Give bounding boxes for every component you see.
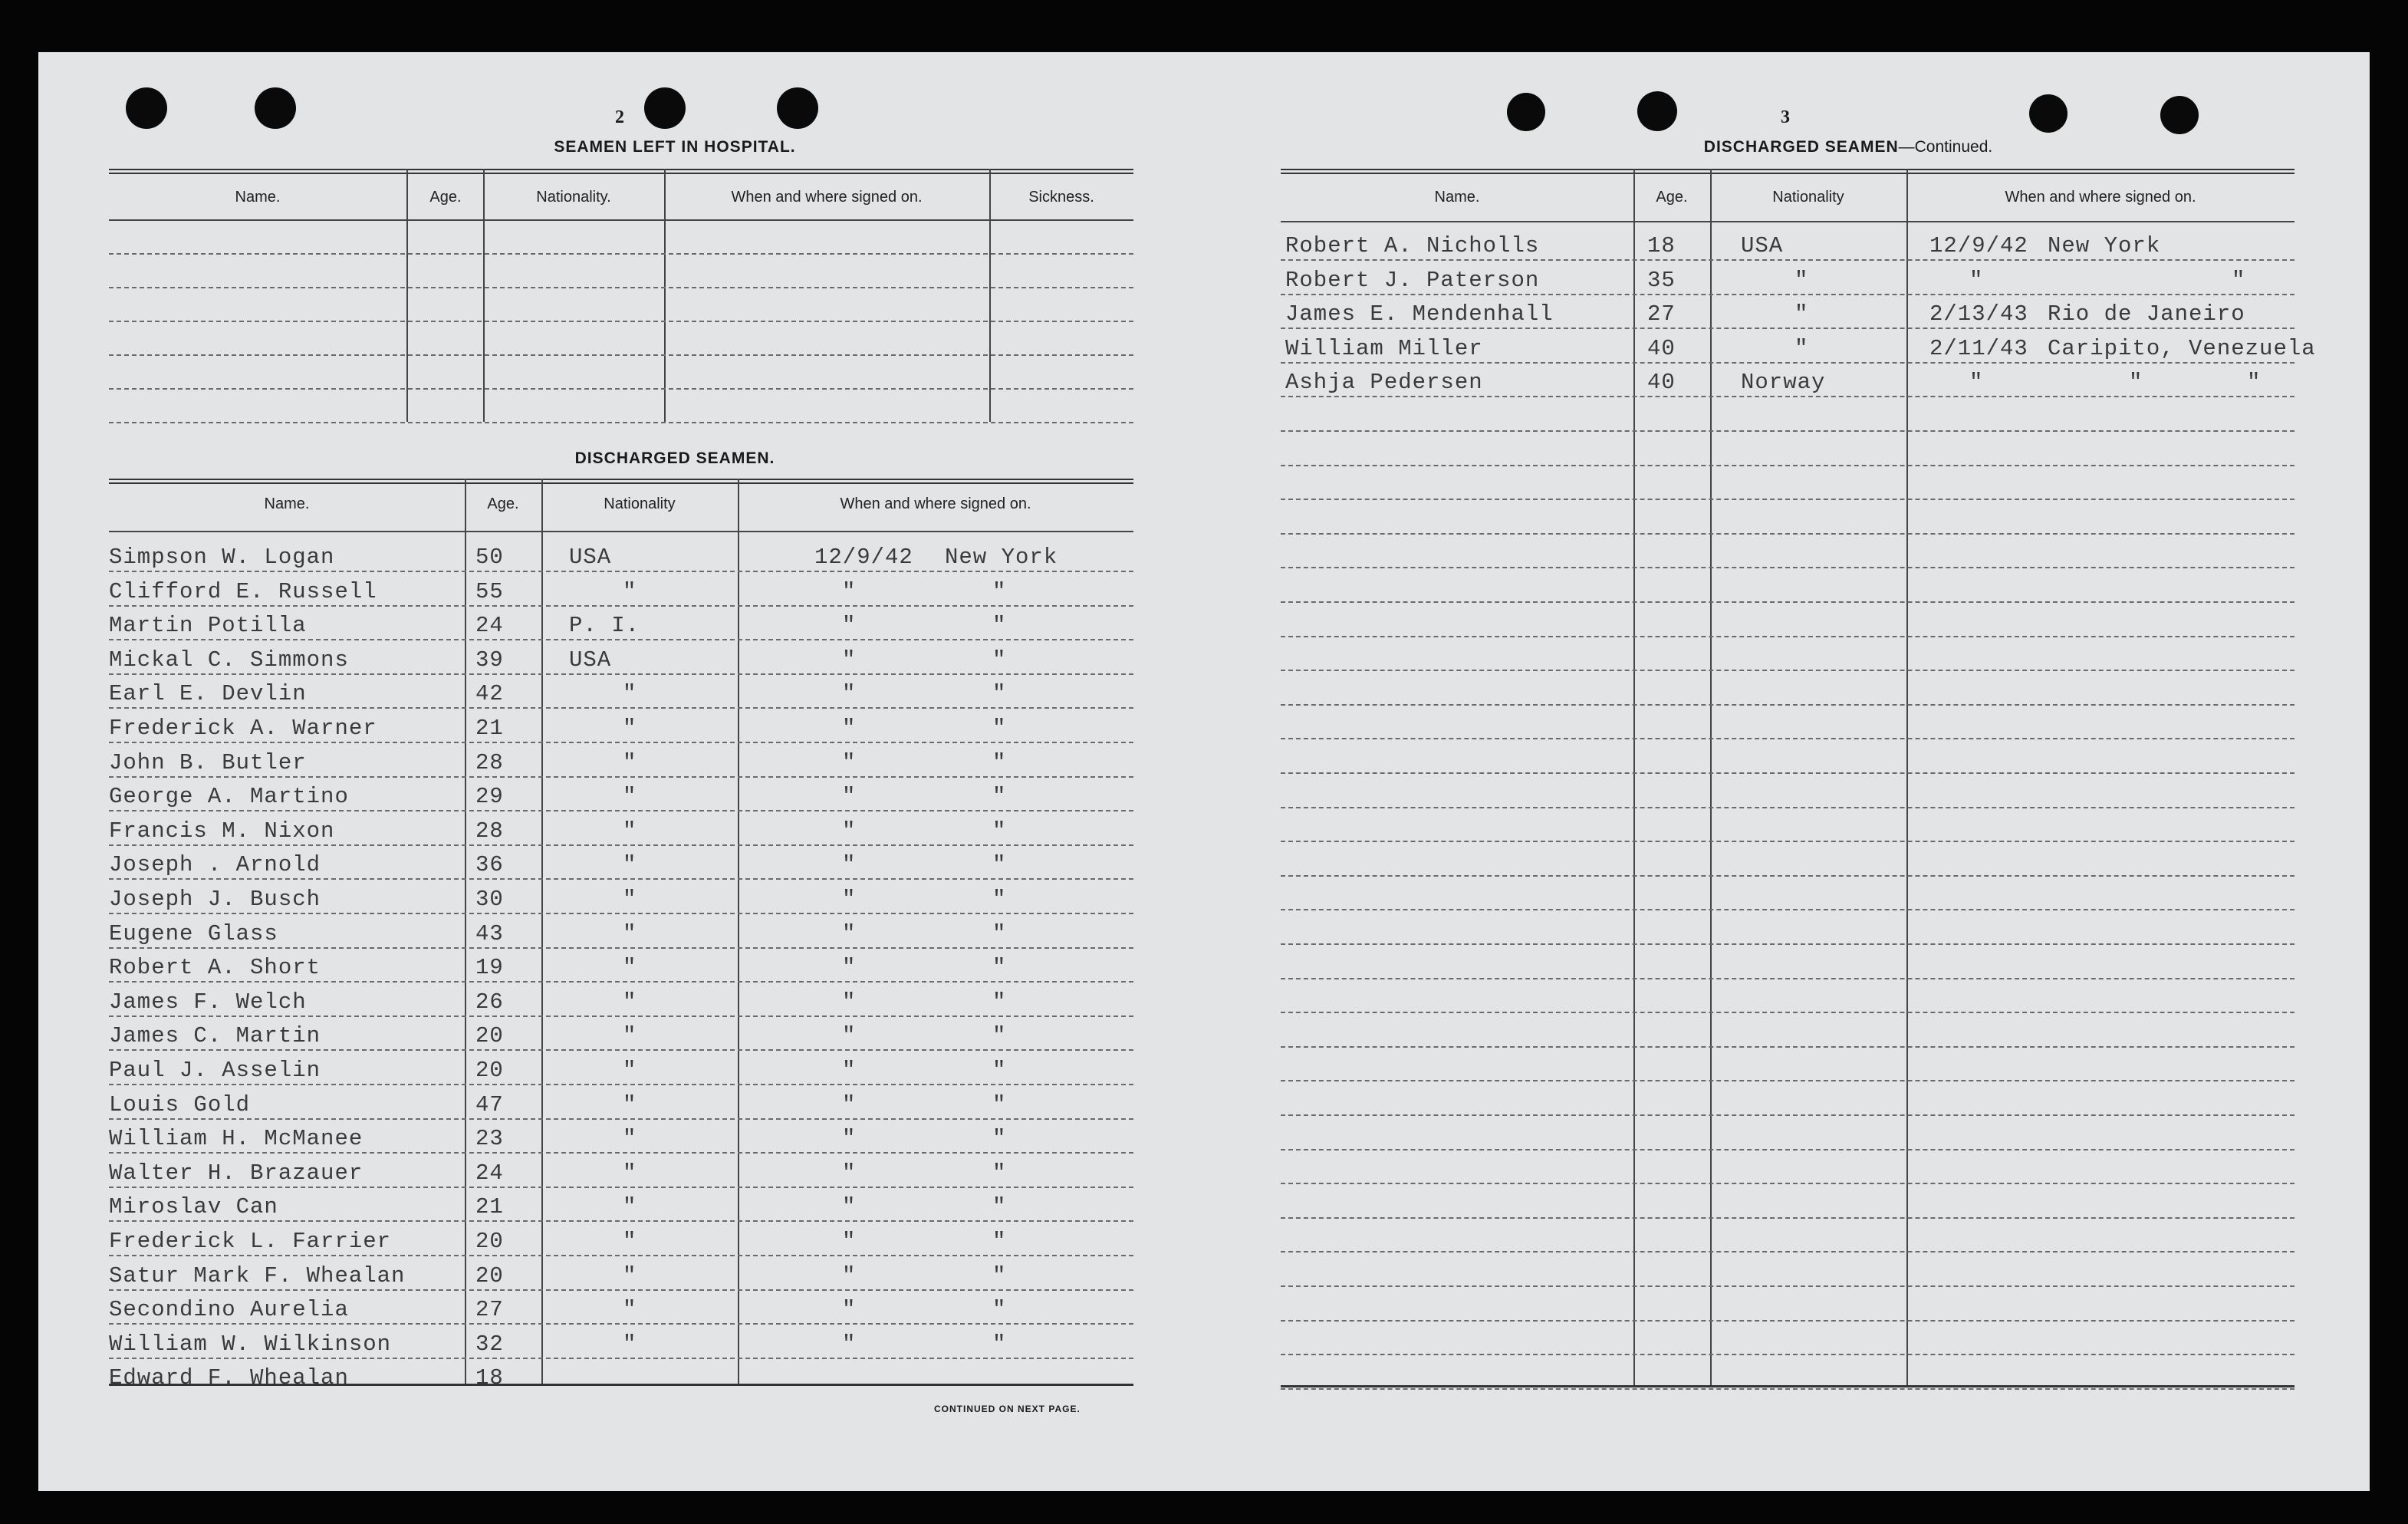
- place-signed-cell: ": [992, 989, 1007, 1015]
- place-signed-cell: ": [992, 920, 1007, 946]
- date-signed-cell: ": [842, 1297, 857, 1323]
- name-cell: Eugene Glass: [109, 920, 278, 946]
- age-cell: 20: [475, 1262, 504, 1289]
- place-signed-cell: ": [992, 1331, 1007, 1357]
- hospital-section-title: SEAMEN LEFT IN HOSPITAL.: [554, 138, 796, 156]
- age-cell: 47: [475, 1091, 504, 1117]
- nationality-cell: ": [623, 1091, 637, 1117]
- age-cell: 27: [1647, 301, 1676, 328]
- right-page: [1204, 52, 2370, 1491]
- place-signed-cell: ": [992, 1058, 1007, 1083]
- nationality-cell: ": [1794, 335, 1809, 361]
- age-cell: 18: [475, 1365, 504, 1391]
- nationality-cell: ": [623, 1160, 637, 1186]
- date-signed-cell: ": [842, 1023, 857, 1049]
- nationality-cell: ": [623, 681, 637, 707]
- date-signed-cell: ": [842, 1331, 857, 1357]
- date-signed-cell: ": [1969, 370, 1984, 396]
- date-signed-cell: ": [842, 989, 857, 1015]
- age-cell: 40: [1647, 370, 1676, 396]
- nationality-cell: USA: [569, 647, 612, 673]
- age-cell: 19: [475, 955, 504, 981]
- date-signed-cell: ": [842, 578, 857, 604]
- nationality-cell: ": [623, 1229, 637, 1254]
- name-cell: Joseph J. Busch: [109, 887, 321, 912]
- name-cell: Walter H. Brazauer: [109, 1160, 364, 1186]
- date-signed-cell: ": [842, 887, 857, 912]
- date-signed-cell: ": [842, 852, 857, 878]
- col-header-sickness: Sickness.: [1028, 189, 1094, 206]
- discharged-continued-table: [1281, 169, 2316, 1399]
- place-signed-cell: ": [992, 1091, 1007, 1117]
- place-signed-cell: ": [992, 749, 1007, 775]
- age-cell: 32: [475, 1331, 504, 1357]
- title-text: DISCHARGED SEAMEN: [1703, 138, 1899, 156]
- nationality-cell: ": [1794, 267, 1809, 293]
- name-cell: Paul J. Asselin: [109, 1058, 321, 1083]
- place-signed-cell: ": [992, 887, 1007, 912]
- place-signed-cell: Rio de Janeiro: [2048, 301, 2245, 328]
- place-signed-cell: ": [992, 647, 1007, 673]
- date-signed-cell: ": [842, 716, 857, 741]
- nationality-cell: ": [623, 887, 637, 912]
- date-signed-cell: ": [842, 613, 857, 639]
- date-signed-cell: ": [842, 1126, 857, 1152]
- nationality-cell: ": [623, 716, 637, 741]
- col-header-signed-on: When and where signed on.: [840, 495, 1031, 512]
- nationality-cell: ": [623, 920, 637, 946]
- date-signed-cell: 12/9/42: [1929, 233, 2028, 258]
- date-signed-cell: ": [842, 955, 857, 981]
- age-cell: 40: [1647, 335, 1676, 361]
- date-signed-cell: ": [842, 818, 857, 844]
- name-cell: Satur Mark F. Whealan: [109, 1262, 406, 1289]
- name-cell: Mickal C. Simmons: [109, 647, 349, 673]
- date-signed-cell: ": [842, 1229, 857, 1254]
- name-cell: William W. Wilkinson: [109, 1331, 392, 1357]
- place-signed-cell: ": [992, 955, 1007, 981]
- name-cell: William Miller: [1285, 335, 1483, 361]
- nationality-cell: ": [623, 578, 637, 604]
- date-signed-cell: 12/9/42: [814, 545, 913, 570]
- nationality-cell: ": [623, 1297, 637, 1323]
- left-page: [38, 52, 1204, 1491]
- nationality-cell: ": [623, 784, 637, 810]
- age-cell: 43: [475, 920, 504, 946]
- nationality-cell: ": [623, 1194, 637, 1220]
- age-cell: 29: [475, 784, 504, 810]
- name-cell: William H. McManee: [109, 1126, 364, 1152]
- place-signed-cell: ": [992, 852, 1007, 878]
- nationality-cell: ": [623, 1126, 637, 1152]
- name-cell: Martin Potilla: [109, 613, 307, 639]
- place-signed-cell: ": [992, 1297, 1007, 1323]
- age-cell: 24: [475, 1160, 504, 1186]
- title-suffix: —Continued.: [1898, 138, 1993, 156]
- place-signed-cell: ": [992, 784, 1007, 810]
- age-cell: 27: [475, 1297, 504, 1323]
- name-cell: John B. Butler: [109, 749, 307, 775]
- col-header-nationality: Nationality.: [536, 189, 611, 206]
- name-cell: James F. Welch: [109, 989, 307, 1015]
- nationality-cell: USA: [569, 545, 612, 570]
- place-signed-cell: ": [992, 1023, 1007, 1049]
- name-cell: George A. Martino: [109, 784, 349, 810]
- date-signed-cell: ": [842, 1091, 857, 1117]
- col-header-signed-on: When and where signed on.: [2005, 189, 2196, 206]
- col-header-name: Name.: [1434, 189, 1480, 206]
- date-signed-cell: ": [842, 749, 857, 775]
- nationality-cell: Norway: [1741, 370, 1826, 396]
- age-cell: 20: [475, 1023, 504, 1049]
- col-header-age: Age.: [1656, 189, 1688, 206]
- col-header-name: Name.: [235, 189, 281, 206]
- age-cell: 55: [475, 578, 504, 604]
- col-header-signed-on: When and where signed on.: [731, 189, 923, 206]
- hospital-table: [109, 169, 1133, 433]
- age-cell: 23: [475, 1126, 504, 1152]
- date-signed-cell: ": [842, 1160, 857, 1186]
- age-cell: 21: [475, 1194, 504, 1220]
- nationality-cell: P. I.: [569, 613, 640, 639]
- place-signed-cell: ": [992, 818, 1007, 844]
- name-cell: Secondino Aurelia: [109, 1297, 349, 1323]
- age-cell: 28: [475, 818, 504, 844]
- nationality-cell: ": [623, 749, 637, 775]
- name-cell: Clifford E. Russell: [109, 578, 377, 604]
- name-cell: Edward F. Whealan: [109, 1365, 349, 1391]
- date-signed-cell: ": [842, 681, 857, 707]
- date-signed-cell: ": [1969, 267, 1984, 293]
- place-signed-cell: ": [992, 1229, 1007, 1254]
- age-cell: 39: [475, 647, 504, 673]
- name-cell: James C. Martin: [109, 1023, 321, 1049]
- name-cell: Miroslav Can: [109, 1194, 278, 1220]
- date-signed-cell: ": [842, 920, 857, 946]
- col-header-age: Age.: [487, 495, 519, 512]
- ditto-mark: ": [2247, 370, 2262, 396]
- continued-note: CONTINUED ON NEXT PAGE.: [934, 1404, 1081, 1414]
- age-cell: 24: [475, 613, 504, 639]
- age-cell: 20: [475, 1058, 504, 1083]
- document-sheet: [38, 52, 2370, 1491]
- nationality-cell: ": [623, 852, 637, 878]
- nationality-cell: ": [1794, 301, 1809, 328]
- col-header-age: Age.: [429, 189, 462, 206]
- place-signed-cell: Caripito, Venezuela: [2048, 335, 2316, 361]
- nationality-cell: ": [623, 1262, 637, 1289]
- nationality-cell: USA: [1741, 233, 1784, 258]
- col-header-name: Name.: [264, 495, 310, 512]
- date-signed-cell: ": [842, 1194, 857, 1220]
- name-cell: Joseph . Arnold: [109, 852, 321, 878]
- name-cell: Frederick L. Farrier: [109, 1229, 392, 1254]
- date-signed-cell: ": [842, 784, 857, 810]
- name-cell: Simpson W. Logan: [109, 545, 335, 570]
- nationality-cell: ": [623, 1023, 637, 1049]
- date-signed-cell: 2/13/43: [1929, 301, 2028, 328]
- nationality-cell: ": [623, 1058, 637, 1083]
- name-cell: James E. Mendenhall: [1285, 301, 1554, 328]
- discharged-section-title: DISCHARGED SEAMEN.: [574, 449, 775, 467]
- age-cell: 21: [475, 716, 504, 741]
- age-cell: 36: [475, 852, 504, 878]
- date-signed-cell: ": [842, 1058, 857, 1083]
- nationality-cell: ": [623, 1331, 637, 1357]
- place-signed-cell: ": [992, 578, 1007, 604]
- place-signed-cell: ": [992, 1262, 1007, 1289]
- place-signed-cell: ": [2129, 370, 2143, 396]
- name-cell: Frederick A. Warner: [109, 716, 377, 741]
- place-signed-cell: New York: [945, 545, 1058, 570]
- nationality-cell: ": [623, 989, 637, 1015]
- place-signed-cell: New York: [2048, 233, 2161, 258]
- place-signed-cell: ": [992, 1160, 1007, 1186]
- col-header-nationality: Nationality: [604, 495, 676, 512]
- page-number: 3: [1781, 107, 1790, 127]
- age-cell: 18: [1647, 233, 1676, 258]
- age-cell: 42: [475, 681, 504, 707]
- date-signed-cell: ": [842, 1262, 857, 1289]
- name-cell: Ashja Pedersen: [1285, 370, 1483, 396]
- age-cell: 20: [475, 1229, 504, 1254]
- place-signed-cell: ": [992, 613, 1007, 639]
- place-signed-cell: ": [2232, 267, 2246, 293]
- age-cell: 50: [475, 545, 504, 570]
- age-cell: 26: [475, 989, 504, 1015]
- place-signed-cell: ": [992, 1126, 1007, 1152]
- nationality-cell: ": [623, 818, 637, 844]
- name-cell: Robert J. Paterson: [1285, 267, 1540, 293]
- discharged-table: [109, 479, 1133, 1399]
- col-header-nationality: Nationality: [1772, 189, 1844, 206]
- name-cell: Robert A. Nicholls: [1285, 233, 1540, 258]
- place-signed-cell: ": [992, 716, 1007, 741]
- nationality-cell: ": [623, 955, 637, 981]
- date-signed-cell: 2/11/43: [1929, 335, 2028, 361]
- place-signed-cell: ": [992, 1194, 1007, 1220]
- place-signed-cell: ": [992, 681, 1007, 707]
- name-cell: Earl E. Devlin: [109, 681, 307, 707]
- name-cell: Francis M. Nixon: [109, 818, 335, 844]
- age-cell: 30: [475, 887, 504, 912]
- name-cell: Robert A. Short: [109, 955, 321, 981]
- age-cell: 28: [475, 749, 504, 775]
- name-cell: Louis Gold: [109, 1091, 251, 1117]
- discharged-continued-title: [1526, 138, 2170, 156]
- age-cell: 35: [1647, 267, 1676, 293]
- date-signed-cell: ": [842, 647, 857, 673]
- page-number: 2: [615, 107, 624, 127]
